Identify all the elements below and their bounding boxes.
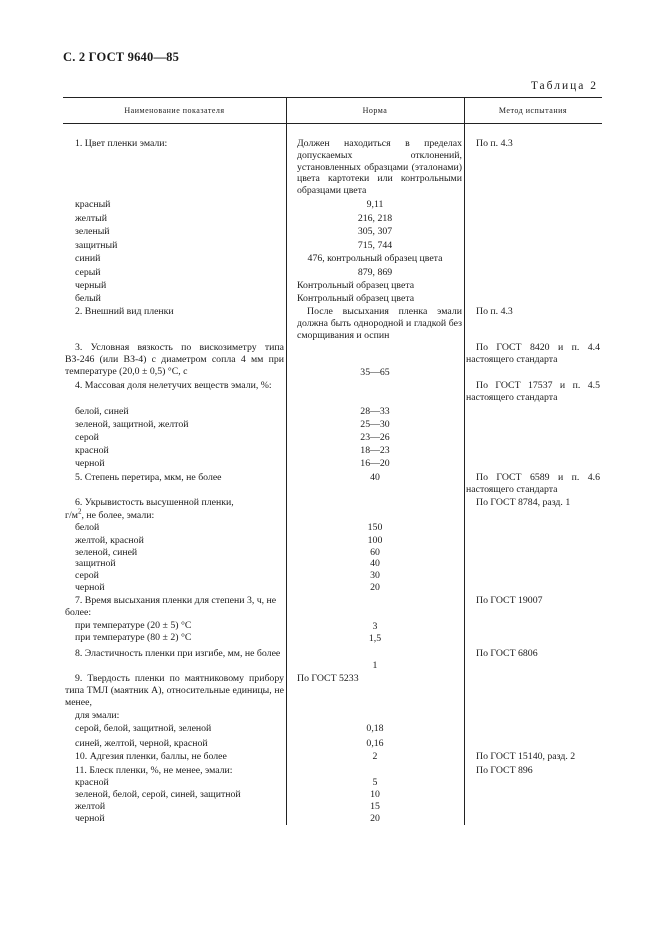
row7-item-norm: 1,5 [368,633,382,644]
row6-item-name: черной [75,582,105,593]
color-name: белый [75,293,101,304]
row11-item-name: черной [75,813,105,824]
color-norm: 216, 218 [357,213,393,224]
row6-unit-exponent: 2 [77,507,82,516]
row5-name: 5. Степень перетира, мкм, не более [75,472,222,483]
row7-item-name: при температуре (80 ± 2) °С [75,632,192,643]
row11-item-norm: 5 [372,777,378,788]
row6-item-name: защитной [75,558,116,569]
color-norm: 305, 307 [357,226,393,237]
row5-norm: 40 [370,472,380,483]
row4-item-name: черной [75,458,105,469]
color-norm: 879, 869 [357,267,393,278]
row7-name: 7. Время высыхания пленки для степени 3, ч, не более: [65,595,277,618]
row6-item-name: серой [75,570,99,581]
row4-item-norm: 25—30 [360,419,390,430]
row5-method: По ГОСТ 6589 и п. 4.6 настоящего стандарта [466,472,600,495]
row1-method: По п. 4.3 [476,138,513,149]
row4-item-norm: 18—23 [360,445,390,456]
color-name: синий [75,253,101,264]
row11-item-norm: 20 [370,813,380,824]
color-norm: Контрольный образец цвета [297,293,415,304]
row6-item-norm: 20 [370,582,380,593]
row11-name: 11. Блеск пленки, %, не менее, эмали: [75,765,233,776]
row6-name-line1: 6. Укрывистость высушенной пленки, [75,497,234,508]
row4-item-name: белой, синей [75,406,129,417]
color-norm: Контрольный образец цвета [297,280,415,291]
row7-method: По ГОСТ 19007 [476,595,543,606]
column-divider-2 [464,97,465,825]
row6-item-norm: 40 [370,558,380,569]
row1-norm: Должен находиться в пределах допускаемых отклонений, установленных образцами (эталонами) цвета картотеки или контрольными образцами цвета [297,138,462,197]
row8-method: По ГОСТ 6806 [476,648,538,659]
row9-subheading: для эмали: [75,710,120,721]
row10-norm: 2 [372,751,378,762]
row11-item-name: желтой [75,801,106,812]
row6-item-name: белой [75,522,100,533]
row11-item-name: красной [75,777,109,788]
column-header-method: Метод испытания [498,105,568,115]
row9-item-name: синей, желтой, черной, красной [75,738,208,749]
row4-item-norm: 28—33 [360,406,390,417]
row3-norm: 35—65 [360,367,390,378]
row6-item-norm: 60 [370,547,380,558]
row4-item-norm: 23—26 [360,432,390,443]
row6-item-name: зеленой, синей [75,547,138,558]
color-norm: 476, контрольный образец цвета [307,253,443,264]
row8-norm: 1 [372,660,378,671]
row6-suffix: , не более, эмали: [81,510,155,521]
row11-method: По ГОСТ 896 [476,765,533,776]
row6-item-norm: 30 [370,570,380,581]
row7-item-name: при температуре (20 ± 5) °С [75,620,192,631]
row6-item-norm: 100 [367,535,383,546]
row4-item-name: серой [75,432,99,443]
row9-norm: По ГОСТ 5233 [297,673,359,684]
row2-method: По п. 4.3 [476,306,513,317]
row9-name: 9. Твердость пленки по маятниковому прибору типа ТМЛ (маятник А), относительные единицы, не менее, [65,673,284,708]
row6-item-norm: 150 [367,522,383,533]
color-name: зеленый [75,226,110,237]
row11-item-norm: 15 [370,801,380,812]
table-caption: Таблица 2 [530,80,598,92]
row10-name: 10. Адгезия пленки, баллы, не более [75,751,227,762]
row11-item-norm: 10 [370,789,380,800]
row7-item-norm: 3 [372,621,378,632]
column-header-name: Наименование показателя [124,105,225,115]
row6-name-line2 [65,507,284,522]
color-norm: 9,11 [366,199,384,210]
row6-method: По ГОСТ 8784, разд. 1 [476,497,571,508]
row8-name: 8. Эластичность пленки при изгибе, мм, не более [75,648,281,659]
color-name: серый [75,267,101,278]
row4-item-name: зеленой, защитной, желтой [75,419,189,430]
row4-item-name: красной [75,445,109,456]
page-header: С. 2 ГОСТ 9640—85 [63,50,180,64]
row9-item-name: серой, белой, защитной, зеленой [75,723,212,734]
row4-method: По ГОСТ 17537 и п. 4.5 настоящего стандарта [466,380,600,403]
row11-item-name: зеленой, белой, серой, синей, защитной [75,789,241,800]
row4-item-norm: 16—20 [360,458,390,469]
column-header-norm: Норма [362,105,388,115]
row9-item-norm: 0,16 [366,738,384,749]
row2-norm: После высыхания пленка эмали должна быть однородной и гладкой без сморщивания и оспин [297,306,462,341]
color-name: черный [75,280,107,291]
color-norm: 715, 744 [357,240,393,251]
row6-unit: г/м [65,510,78,521]
color-name: защитный [75,240,118,251]
table-header-rule [63,123,602,124]
row6-item-name: желтой, красной [75,535,144,546]
row2-name: 2. Внешний вид пленки [75,306,174,317]
row4-name: 4. Массовая доля нелетучих веществ эмали, %: [75,380,272,391]
row3-method: По ГОСТ 8420 и п. 4.4 настоящего стандарта [466,342,600,365]
color-name: красный [75,199,111,210]
color-name: желтый [75,213,107,224]
row3-name: 3. Условная вязкость по вискозиметру типа ВЗ-246 (или ВЗ-4) с диаметром сопла 4 мм при температуре (20,0 ± 0,5) °С, с [65,342,284,377]
row10-method: По ГОСТ 15140, разд. 2 [476,751,576,762]
row9-item-norm: 0,18 [366,723,384,734]
row1-name: 1. Цвет пленки эмали: [75,138,168,149]
row6-name [65,497,284,509]
